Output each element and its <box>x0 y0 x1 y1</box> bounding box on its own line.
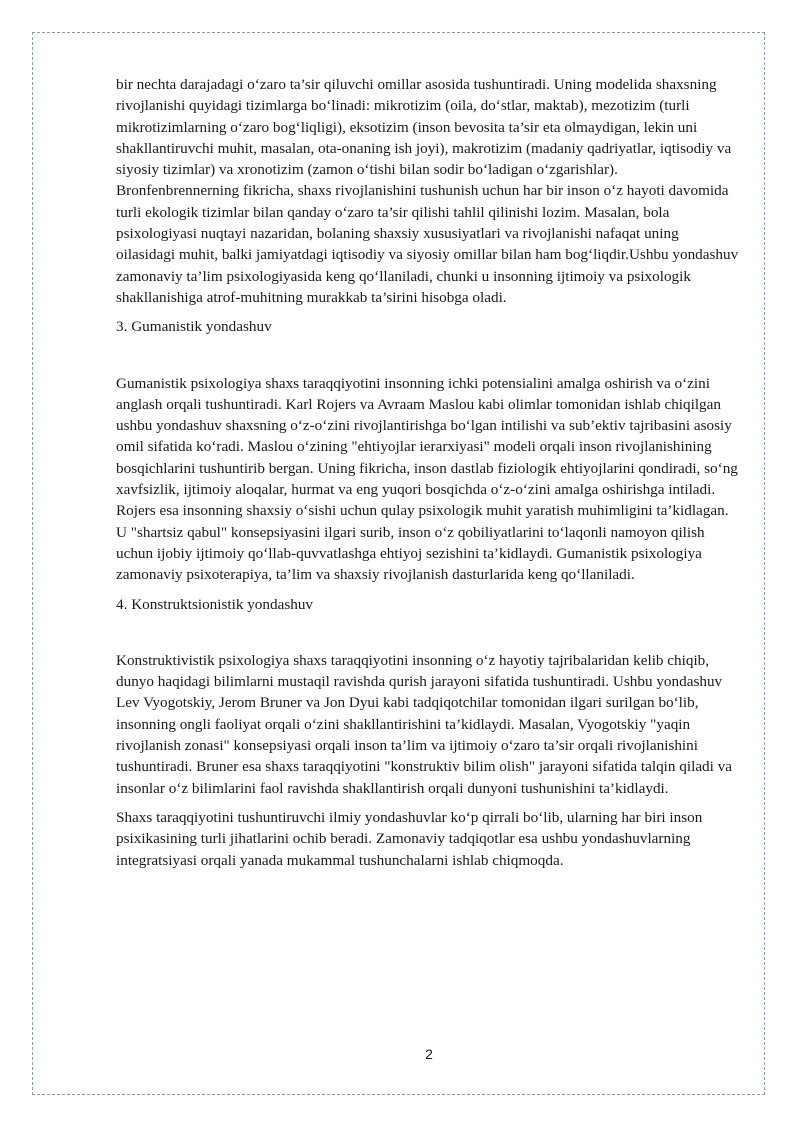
heading-constructionist-approach: 4. Konstruktsionistik yondashuv <box>116 595 314 613</box>
heading-humanistic-approach: 3. Gumanistik yondashuv <box>116 318 272 336</box>
document-body <box>116 74 741 871</box>
paragraph-conclusion: Shaxs taraqqiyotini tushuntiruvchi ilmiy yondashuvlar ko‘p qirrali bo‘lib, ularning har biri inson psixikasining turli jihatlarini ochib beradi. Zamonaviy tadqiqotlar esa ushbu yondashuvlarning integratsiyasi orqali yanada mukammal tushunchalarni ishlab chiqmoqda. <box>116 808 703 869</box>
paragraph-constructivist-psychology: Konstruktivistik psixologiya shaxs taraqqiyotini insonning o‘z hayotiy tajribalaridan kelib chiqib, dunyo haqidagi bilimlarni mustaqil ravishda qurish jarayoni sifatida tushuntiradi. Ushbu yondashuv Lev Vyogotskiy, Jerom Bruner va Jon Dyui kabi tadqiqotchilar tomonidan ilgari surilgan bo‘lib, insonning ongli faoliyat orqali o‘zini shakllantirishini ta’kidlaydi. Masalan, Vyogotskiy "yaqin rivojlanish zonasi" konsepsiyasi orqali inson ta’lim va ijtimoiy o‘zaro ta’sir orqali rivojlanishini tushuntiradi. Bruner esa shaxs taraqqiyotini "konstruktiv bilim olish" jarayoni sifatida talqin qiladi va insonlar o‘z bilimlarini faol ravishda shakllantirish orqali dunyoni tushunishini ta’kidlaydi. <box>116 651 732 797</box>
paragraph-humanistic-psychology: Gumanistik psixologiya shaxs taraqqiyotini insonning ichki potensialini amalga oshirish va o‘zini anglash orqali tushuntiradi. Karl Rojers va Avraam Maslou kabi olimlar tomonidan ishlab chiqilgan ushbu yondashuv shaxsning o‘z-o‘zini rivojlantirishga bo‘lgan intilishi va sub’ektiv tajribasini asosiy omil sifatida ko‘radi. Maslou o‘zining "ehtiyojlar ierarxiyasi" modeli orqali inson rivojlanishining bosqichlarini tushuntirib bergan. Uning fikricha, inson dastlab fiziologik ehtiyojlarini qondiradi, so‘ng xavfsizlik, ijtimoiy aloqalar, hurmat va eng yuqori bosqichda o‘z-o‘zini amalga oshirishga intiladi. Rojers esa insonning shaxsiy o‘sishi uchun qulay psixologik muhit yaratish muhimligini ta’kidlagan. U "shartsiz qabul" konsepsiyasini ilgari surib, inson o‘z qobiliyatlarini to‘laqonli namoyon qilish uchun ijobiy ijtimoiy qo‘llab-quvvatlashga ehtiyoj sezishini ta’kidlaydi. Gumanistik psixologiya zamonaviy psixoterapiya, ta’lim va shaxsiy rivojlanish dasturlarida keng qo‘llaniladi. <box>116 374 738 584</box>
paragraph-ecological-systems: bir nechta darajadagi o‘zaro ta’sir qiluvchi omillar asosida tushuntiradi. Uning modelida shaxsning rivojlanishi quyidagi tizimlarga bo‘linadi: mikrotizim (oila, do‘stlar, maktab), mezotizim (turli mikrotizimlarning o‘zaro bog‘liqligi), eksotizim (inson bevosita ta’sir eta olmaydigan, lekin uni shakllantiruvchi muhit, masalan, ota-onaning ish joyi), makrotizim (madaniy qadriyatlar, iqtisodiy va siyosiy tizimlar) va xronotizim (zamon o‘tishi bilan sodir bo‘ladigan o‘zgarishlar). Bronfenbrennerning fikricha, shaxs rivojlanishini tushunish uchun har bir inson o‘z hayoti davomida turli ekologik tizimlar bilan qanday o‘zaro ta’sir qilishi tahlil qilinishi lozim. Masalan, bola psixologiyasi nuqtayi nazaridan, bolaning shaxsiy xususiyatlari va rivojlanishi nafaqat uning oilasidagi muhit, balki jamiyatdagi iqtisodiy va siyosiy omillar bilan ham bog‘liqdir.Ushbu yondashuv zamonaviy ta’lim psixologiyasida keng qo‘llaniladi, chunki u insonning ijtimoiy va psixologik shakllanishiga atrof-muhitning murakkab ta’sirini hisobga oladi. <box>116 76 739 306</box>
page-number: 2 <box>425 1046 433 1062</box>
